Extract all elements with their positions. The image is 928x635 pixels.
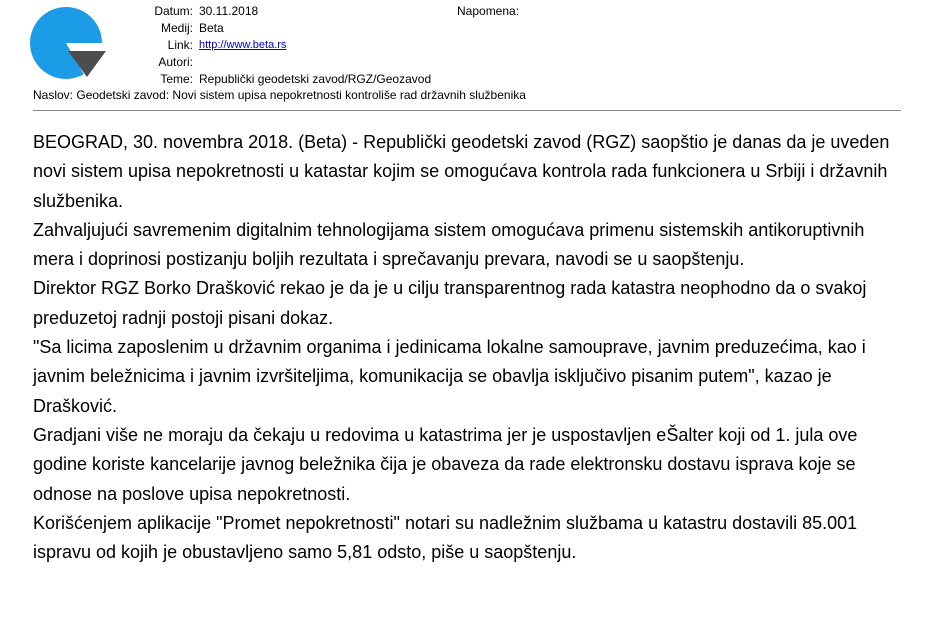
article-paragraph: BEOGRAD, 30. novembra 2018. (Beta) - Republički geodetski zavod (RGZ) saopštio je danas da je uveden novi sistem upisa nepokretnosti u katastar kojim se omogućava kontrola rada funkcionera u Srbiji i državnih službenika. — [33, 132, 890, 211]
napomena-label: Napomena: — [457, 4, 520, 18]
medij-value: Beta — [199, 21, 224, 35]
article-paragraph: Korišćenjem aplikacije "Promet nepokretnosti" notari su nadležnim službama u katastru dostavili 85.001 ispravu od kojih je obustavljeno samo 5,81 odsto, piše u saopštenju. — [33, 512, 858, 563]
article-paragraph: Zahvaljujući savremenim digitalnim tehnologijama sistem omogućava primenu sistemskih antikoruptivnih mera i doprinosi postizanju boljih rezultata i sprečavanju prevara, navodi se u saopštenju. — [33, 219, 865, 270]
article-paragraph: "Sa licima zaposlenim u državnim organima i jedinicama lokalne samouprave, javnim preduzećima, kao i javnim beležnicima i javnim izvršiteljima, komunikacija se obavlja isključivo pisanim putem", kazao je Drašković. — [33, 337, 866, 416]
medij-label: Medij: — [160, 21, 193, 35]
link-label: Link: — [167, 38, 193, 52]
source-link[interactable]: http://www.beta.rs — [199, 39, 287, 51]
beta-logo-icon — [30, 6, 108, 80]
autori-label: Autori: — [158, 55, 193, 69]
article-body — [33, 128, 903, 567]
naslov-value: Geodetski zavod: Novi sistem upisa nepokretnosti kontroliše rad državnih službenika — [76, 88, 526, 102]
article-paragraph: Direktor RGZ Borko Drašković rekao je da je u cilju transparentnog rada katastra neophodno da o svakoj preduzetoj radnji postoji pisani dokaz. — [33, 278, 867, 328]
teme-value: Republički geodetski zavod/RGZ/Geozavod — [199, 72, 432, 86]
header-divider — [33, 110, 901, 111]
datum-label: Datum: — [154, 4, 193, 18]
naslov-label: Naslov: — [33, 88, 74, 102]
datum-value: 30.11.2018 — [199, 4, 259, 18]
naslov-row — [33, 87, 526, 104]
article-paragraph: Gradjani više ne moraju da čekaju u redovima u katastrima jer je uspostavljen eŠalter koji od 1. jula ove godine koriste kancelarije javnog beležnika čija je obaveza da rade elektronsku dostavu isprava koje se odnose na poslove upisa nepokretnosti. — [33, 424, 858, 504]
teme-label: Teme: — [160, 72, 193, 86]
